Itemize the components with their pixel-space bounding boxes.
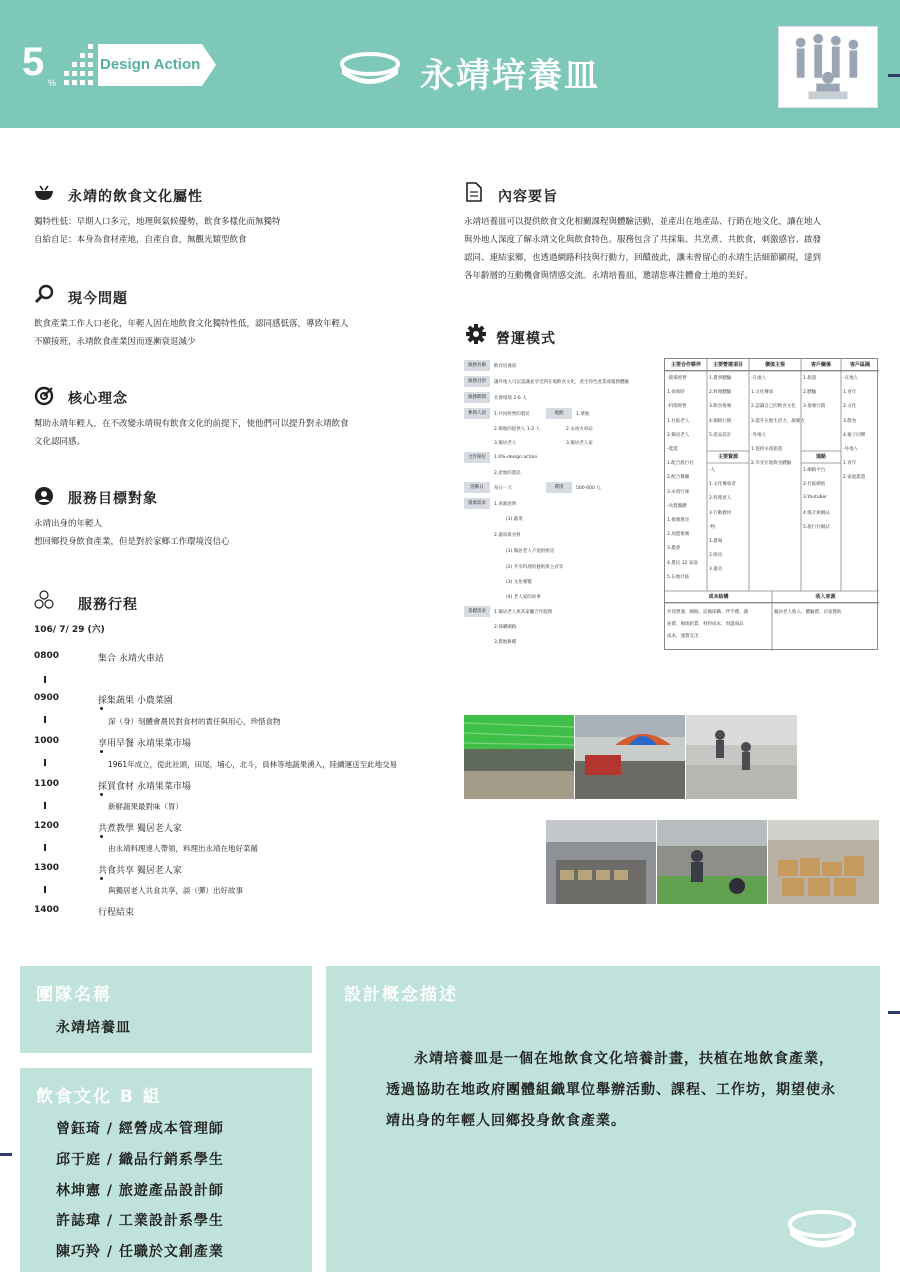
food-culture-line-2: 自給自足：本身為食材產地，自產自食，無觀光類型飲食 (34, 235, 247, 245)
canvas-item: 3.農會 (667, 546, 681, 552)
form-value: 1.菜地 (576, 412, 590, 417)
canvas-item: 3.器具 (709, 567, 723, 573)
canvas-item: 1.文化傳承 (751, 390, 774, 396)
schedule-desc: 深（身）刻體會農民對食材的責任與用心，珍惜食物 (108, 717, 281, 726)
canvas-item: 1.網路平台 (803, 468, 826, 473)
canvas-header: 客戶區隔 (841, 359, 879, 371)
core-line-2: 文化認同感。 (34, 437, 86, 447)
form-item: (1) 蔬菜 (506, 517, 523, 522)
content-line-2: 與外地人深度了解永靖文化與飲食特色。服務包含了共採集、共烹煮、共飲食，刺激感官、啟發 (464, 235, 822, 245)
canvas-header: 成本結構 (665, 591, 772, 603)
food-culture-line-1: 獨特性低：早期人口多元，地理與氣候優勢，飲食多樣化而無獨特 (34, 217, 281, 227)
target-icon (34, 386, 54, 406)
market-photo-1 (464, 715, 574, 799)
canvas-item: -外地人 (843, 447, 859, 452)
schedule-item: 行程結束 (98, 908, 135, 918)
canvas-header: 通路 (815, 454, 826, 460)
schedule-bullet (100, 877, 103, 880)
schedule-divider (44, 886, 46, 893)
market-photo-3 (686, 715, 797, 799)
canvas-item: 1.農場 (709, 539, 723, 544)
market-photo-4 (546, 820, 656, 904)
market-photo-2 (575, 715, 685, 799)
team-member: 陳巧羚 / 任職於文創產業 (56, 1244, 224, 1260)
canvas-item: -食農團體 (667, 503, 687, 509)
schedule-title: 服務行程 (78, 597, 138, 613)
schedule-divider (44, 676, 46, 683)
schedule-time: 1300 (34, 863, 60, 873)
market-photo-6 (768, 820, 879, 904)
canvas-item: 1.青年 (843, 461, 857, 467)
schedule-item: 共食共享 獨居老人家 (98, 866, 182, 876)
target-line-1: 永靖出身的年輕人 (34, 519, 103, 529)
team-member: 許誌瑋 / 工業設計系學生 (56, 1213, 224, 1229)
form-value: 讓外地人可以認識並享受到在地飲食文化，產生特色產業或服務體驗 (494, 380, 629, 385)
canvas-header: 客戶關係 (801, 359, 841, 371)
edge-dash (888, 1011, 900, 1014)
schedule-desc: 與獨居老人共食共享，談（彈）出好故事 (108, 886, 243, 895)
form-item: 2.器皿與食材 (494, 533, 521, 538)
form-value: 飲食培養皿 (494, 364, 517, 369)
canvas-item: 成本、運費支出 (667, 634, 699, 639)
document-icon (466, 182, 482, 202)
canvas-item: -農場經營 (667, 376, 687, 381)
schedule-item: 集合 永靖火車站 (98, 654, 164, 664)
schedule-desc: 新鮮蔬果最對味（胃） (108, 802, 183, 811)
canvas-item: -外地人 (751, 432, 767, 438)
form-item: 2.場地的提供人 1-2 人 (494, 427, 541, 432)
canvas-item: 1.配合旅行社 (667, 461, 694, 467)
schedule-divider (44, 759, 46, 766)
canvas-header: 主要營運項目 (707, 359, 749, 371)
canvas-item: 4.網路行銷 (709, 418, 732, 424)
canvas-item: 5.產品設計 (709, 432, 732, 438)
schedule-bullet (100, 750, 103, 753)
team-member: 曾鈺琦 / 經營成本管理師 (56, 1121, 224, 1137)
content-line-1: 永靖培養皿可以提供飲食文化相關課程與體驗活動，並產出在地產品、行銷在地文化，讓在地人 (464, 217, 822, 227)
team-member: 林坤憲 / 旅遊產品設計師 (56, 1183, 224, 1199)
schedule-time: 1000 (34, 736, 60, 746)
canvas-item: 2.社區網絡 (803, 482, 826, 488)
form-item: 2.產地的農民 (494, 471, 521, 476)
schedule-desc: 由永靖料理達人帶領，料理出永靖在地好菜餚 (108, 844, 258, 853)
canvas-item: 1.農事體驗 (709, 376, 732, 381)
form-label: 合作單位 (464, 452, 490, 463)
schedule-time: 1200 (34, 821, 60, 831)
petri-dish-icon (338, 50, 402, 90)
canvas-item: 2.加盟推廣 (667, 532, 690, 538)
canvas-header: 主要合作夥伴 (665, 359, 707, 371)
canvas-item: 3.飲食 (843, 418, 857, 424)
form-item: (1) 獨居老人不提供廚房 (506, 549, 555, 554)
problems-title: 現今問題 (68, 291, 128, 307)
canvas-header: 主要資源 (717, 454, 738, 460)
canvas-item: -料理經營 (667, 404, 687, 410)
form-label: 地點 (546, 408, 572, 419)
form-label: 費用 (546, 482, 572, 493)
form-row (464, 360, 654, 371)
canvas-item: 2.獨居老人 (667, 432, 690, 438)
form-item: (3) 文化導覽 (506, 580, 532, 585)
schedule-time: 0900 (34, 693, 60, 703)
team-member: 邱于庭 / 織品行銷系學生 (56, 1152, 224, 1168)
schedule-item: 享用早餐 永靖果菜市場 (98, 739, 191, 749)
food-culture-title: 永靖的飲食文化屬性 (68, 189, 203, 205)
canvas-item: 2.料理體驗 (709, 390, 732, 396)
form-label: 活動日 (464, 482, 490, 493)
canvas-item: 1.推廣教育 (667, 518, 690, 523)
schedule-time: 1400 (34, 905, 60, 915)
canvas-item: 1.旅遊 (803, 376, 817, 381)
canvas-item: 4.農民 12 家庭 (667, 560, 698, 566)
bowl-icon (34, 184, 54, 202)
team-photo (778, 26, 878, 108)
canvas-item: 5.在地社區 (667, 574, 690, 580)
canvas-item: 獨居老人收入、體驗費、店家贊助 (774, 610, 842, 615)
canvas-item: 2.料理達人 (709, 496, 732, 502)
schedule-bullet (100, 707, 103, 710)
canvas-item: 4.親子同樂 (843, 432, 866, 438)
content-line-3: 認同、連結家鄉，也透過網路科技與行動力，回饋彼此，讓未曾留心的永靖生活細節顯現，達到 (464, 253, 822, 263)
canvas-item: 4.媒介與網站 (803, 510, 830, 516)
form-value: 社會環境 2-6 人 (494, 396, 527, 401)
form-row (464, 606, 654, 617)
content-title: 內容要旨 (498, 189, 558, 205)
canvas-item: 2.體驗 (803, 390, 817, 396)
form-item: (4) 老人家的故事 (506, 595, 541, 600)
canvas-item: 共同營運、網路、設備採購、伴手禮、講 (667, 610, 748, 615)
schedule-date: 106/ 7/ 29 (六) (34, 625, 105, 635)
canvas-item: 3.提升在地生活力、凝聚力 (751, 418, 805, 424)
target-title: 服務目標對象 (68, 491, 158, 507)
form-label: 基礎需求 (464, 606, 490, 617)
business-model-canvas (664, 358, 878, 650)
core-line-1: 幫助永靖年輕人，在不改變永靖現有飲食文化的前提下，使他們可以提升對永靖飲食 (34, 419, 349, 429)
form-row (464, 498, 654, 509)
canvas-item: 1.社區老人 (667, 418, 690, 424)
form-item: 2.採購網路 (494, 625, 517, 630)
edge-dash (888, 74, 900, 77)
concept-label: 設計概念描述 (344, 985, 458, 1005)
form-item: 3.農地耕種 (494, 640, 517, 645)
canvas-item: 1.青年 (843, 390, 857, 396)
schedule-bullet (100, 835, 103, 838)
gear-icon (466, 324, 486, 344)
canvas-header: 收入來源 (772, 591, 879, 603)
canvas-header: 價值主張 (749, 359, 801, 371)
form-value: 每日一天 (494, 486, 512, 491)
content-line-4: 各年齡層的互動機會與情感交流。永靖培養皿，邀請您專注體會土地的美好。 (464, 271, 754, 281)
team-group-label: 飲食文化 B 組 (36, 1087, 162, 1107)
canvas-item: 2.認識自己的飲食文化 (751, 404, 796, 410)
canvas-item: 3.行動教材 (709, 510, 732, 516)
form-row (464, 392, 654, 403)
form-value: 500-600 元 (576, 486, 601, 491)
form-row (464, 376, 654, 387)
team-name: 永靖培養皿 (56, 1020, 131, 1036)
form-row (546, 408, 590, 419)
form-item: 3.獨居老人 (494, 441, 517, 446)
form-value: 1.獨居老人與其家屬合作服務 (494, 610, 553, 615)
form-value: 1.來源說明 (494, 502, 517, 507)
logo-percent: % (48, 78, 57, 88)
form-label: 服務期間 (464, 392, 490, 403)
market-photo-5 (657, 820, 767, 904)
form-label: 參與人員 (464, 408, 490, 419)
form-value: 1.共同經營的農民 (494, 412, 530, 417)
magnifier-icon (34, 284, 54, 304)
canvas-item: -人 (709, 468, 716, 473)
form-label: 資源需求 (464, 498, 490, 509)
problems-line-2: 不願接班，永靖飲食產業因而逐漸衰退減少 (34, 337, 196, 347)
form-item: 2.永靖火車站 (566, 427, 593, 432)
form-row (464, 452, 654, 463)
canvas-item: 3.推廣行銷 (803, 404, 826, 410)
team-name-label: 團隊名稱 (36, 985, 112, 1005)
schedule-desc: 1961年成立，從此社頭，田尾，埔心，北斗，員林等地蔬果湧入，陸續運送至此地交易 (108, 760, 398, 769)
form-item: (2) 共享料理的藝術與主食等 (506, 565, 564, 570)
form-row (464, 482, 544, 493)
target-line-2: 想回鄉投身飲食產業，但是對於家鄉工作環境沒信心 (34, 537, 230, 547)
canvas-item: 3.Youtuber (803, 495, 828, 501)
schedule-time: 1100 (34, 779, 60, 789)
canvas-item: -物 (709, 524, 716, 530)
business-title: 營運模式 (496, 331, 556, 347)
schedule-item: 採買食材 永靖果菜市場 (98, 782, 191, 792)
problems-line-1: 飲食產業工作人口老化，年輕人因在地飲食文化獨特性低，認同感低落，導致年輕人 (34, 319, 349, 329)
canvas-item: 2.廚房 (709, 553, 723, 559)
canvas-item: 2.家庭旅遊 (843, 475, 866, 481)
canvas-item: 2.享受在地飲食體驗 (751, 461, 792, 467)
canvas-item: 座費、場地租賃、材料成本、周邊商品 (667, 622, 744, 627)
steps-icon (34, 590, 54, 610)
canvas-item: 3.飲食推廣 (709, 404, 732, 410)
logo-dots-icon (62, 44, 96, 86)
schedule-bullet (100, 793, 103, 796)
canvas-item: 5.旅行社網站 (803, 524, 830, 530)
canvas-item: 3.永靖行庫 (667, 489, 690, 495)
form-value: 1.6%-design action (494, 455, 538, 460)
form-item: 3.獨居老人家 (566, 441, 593, 446)
form-label: 服務名稱 (464, 360, 490, 371)
canvas-item: -在地人 (843, 376, 859, 381)
edge-dash (0, 1153, 12, 1156)
canvas-item: -農業 (667, 447, 678, 452)
canvas-item: 2.配合餐廳 (667, 475, 690, 481)
canvas-item: -在地人 (751, 376, 767, 381)
form-label: 服務目的 (464, 376, 490, 387)
form-row (546, 482, 626, 493)
schedule-divider (44, 844, 46, 851)
user-icon (34, 486, 54, 506)
page-title: 永靖培養皿 (420, 56, 600, 96)
petri-dish-icon (786, 1208, 858, 1254)
concept-text: 永靖培養皿是一個在地飲食文化培養計畫，扶植在地飲食產業，透過協助在地政府團體組織單位舉辦活動、課程、工作坊，期望使永靖出身的年輕人回鄉投身飲食產業。 (386, 1051, 836, 1129)
canvas-item: 1.文化傳承者 (709, 482, 736, 488)
core-title: 核心理念 (68, 391, 128, 407)
canvas-item: 1.提供永靖旅遊 (751, 447, 783, 452)
canvas-item: 1.採收時 (667, 390, 685, 396)
schedule-item: 採集蔬果 小農菜園 (98, 696, 173, 706)
logo-number: 5 (22, 40, 45, 84)
canvas-item: 2.文化 (843, 404, 857, 410)
logo-tag-text: Design Action (100, 56, 201, 73)
schedule-divider (44, 802, 46, 809)
schedule-time: 0800 (34, 651, 60, 661)
schedule-divider (44, 716, 46, 723)
schedule-item: 共煮教學 獨居老人家 (98, 824, 182, 834)
